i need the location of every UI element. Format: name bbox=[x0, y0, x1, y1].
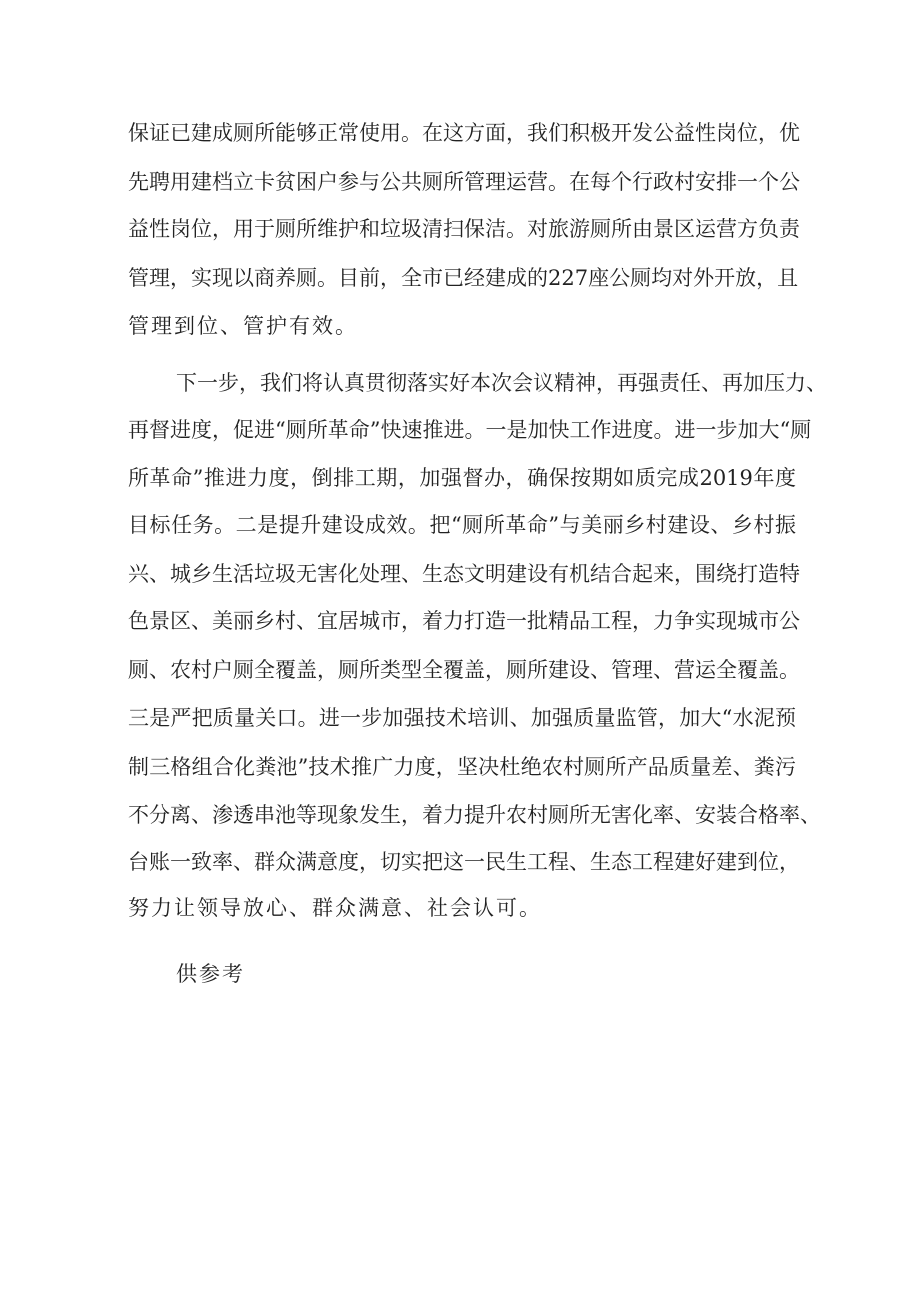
text-line: 益性岗位，用于厕所维护和垃圾清扫保洁。对旅游厕所由景区运营方负责 bbox=[128, 217, 800, 241]
text-line: 不分离、渗透串池等现象发生，着力提升农村厕所无害化率、安装合格率、 bbox=[128, 803, 821, 827]
closing-note: 供参考 bbox=[176, 962, 245, 986]
text-line: 制三格组合化粪池”技术推广力度，坚决杜绝农村厕所产品质量差、粪污 bbox=[128, 755, 796, 779]
text-line: 努力让领导放心、群众满意、社会认可。 bbox=[128, 896, 542, 920]
text-line: 所革命”推进力度，倒排工期，加强督办，确保按期如质完成2019年度 bbox=[128, 466, 796, 490]
text-line: 厕、农村户厕全覆盖，厕所类型全覆盖，厕所建设、管理、营运全覆盖。 bbox=[128, 658, 800, 682]
text-line: 再督进度，促进“厕所革命”快速推进。一是加快工作进度。进一步加大“厕 bbox=[128, 418, 812, 442]
text-line: 目标任务。二是提升建设成效。把“厕所革命”与美丽乡村建设、乡村振 bbox=[128, 513, 796, 537]
text-line: 色景区、美丽乡村、宜居城市，着力打造一批精品工程，力争实现城市公 bbox=[128, 609, 800, 633]
text-line: 保证已建成厕所能够正常使用。在这方面，我们积极开发公益性岗位，优 bbox=[128, 121, 800, 145]
text-line: 管理，实现以商养厕。目前，全市已经建成的227座公厕均对外开放，且 bbox=[128, 266, 799, 290]
text-line: 三是严把质量关口。进一步加强技术培训、加强质量监管，加大“水泥预 bbox=[128, 706, 796, 730]
text-line: 兴、城乡生活垃圾无害化处理、生态文明建设有机结合起来，围绕打造特 bbox=[128, 562, 800, 586]
text-line: 台账一致率、群众满意度，切实把这一民生工程、生态工程建好建到位， bbox=[128, 850, 800, 874]
text-line: 管理到位、管护有效。 bbox=[128, 314, 358, 338]
text-line: 先聘用建档立卡贫困户参与公共厕所管理运营。在每个行政村安排一个公 bbox=[128, 170, 800, 194]
text-line: 下一步，我们将认真贯彻落实好本次会议精神，再强责任、再加压力、 bbox=[176, 371, 827, 395]
